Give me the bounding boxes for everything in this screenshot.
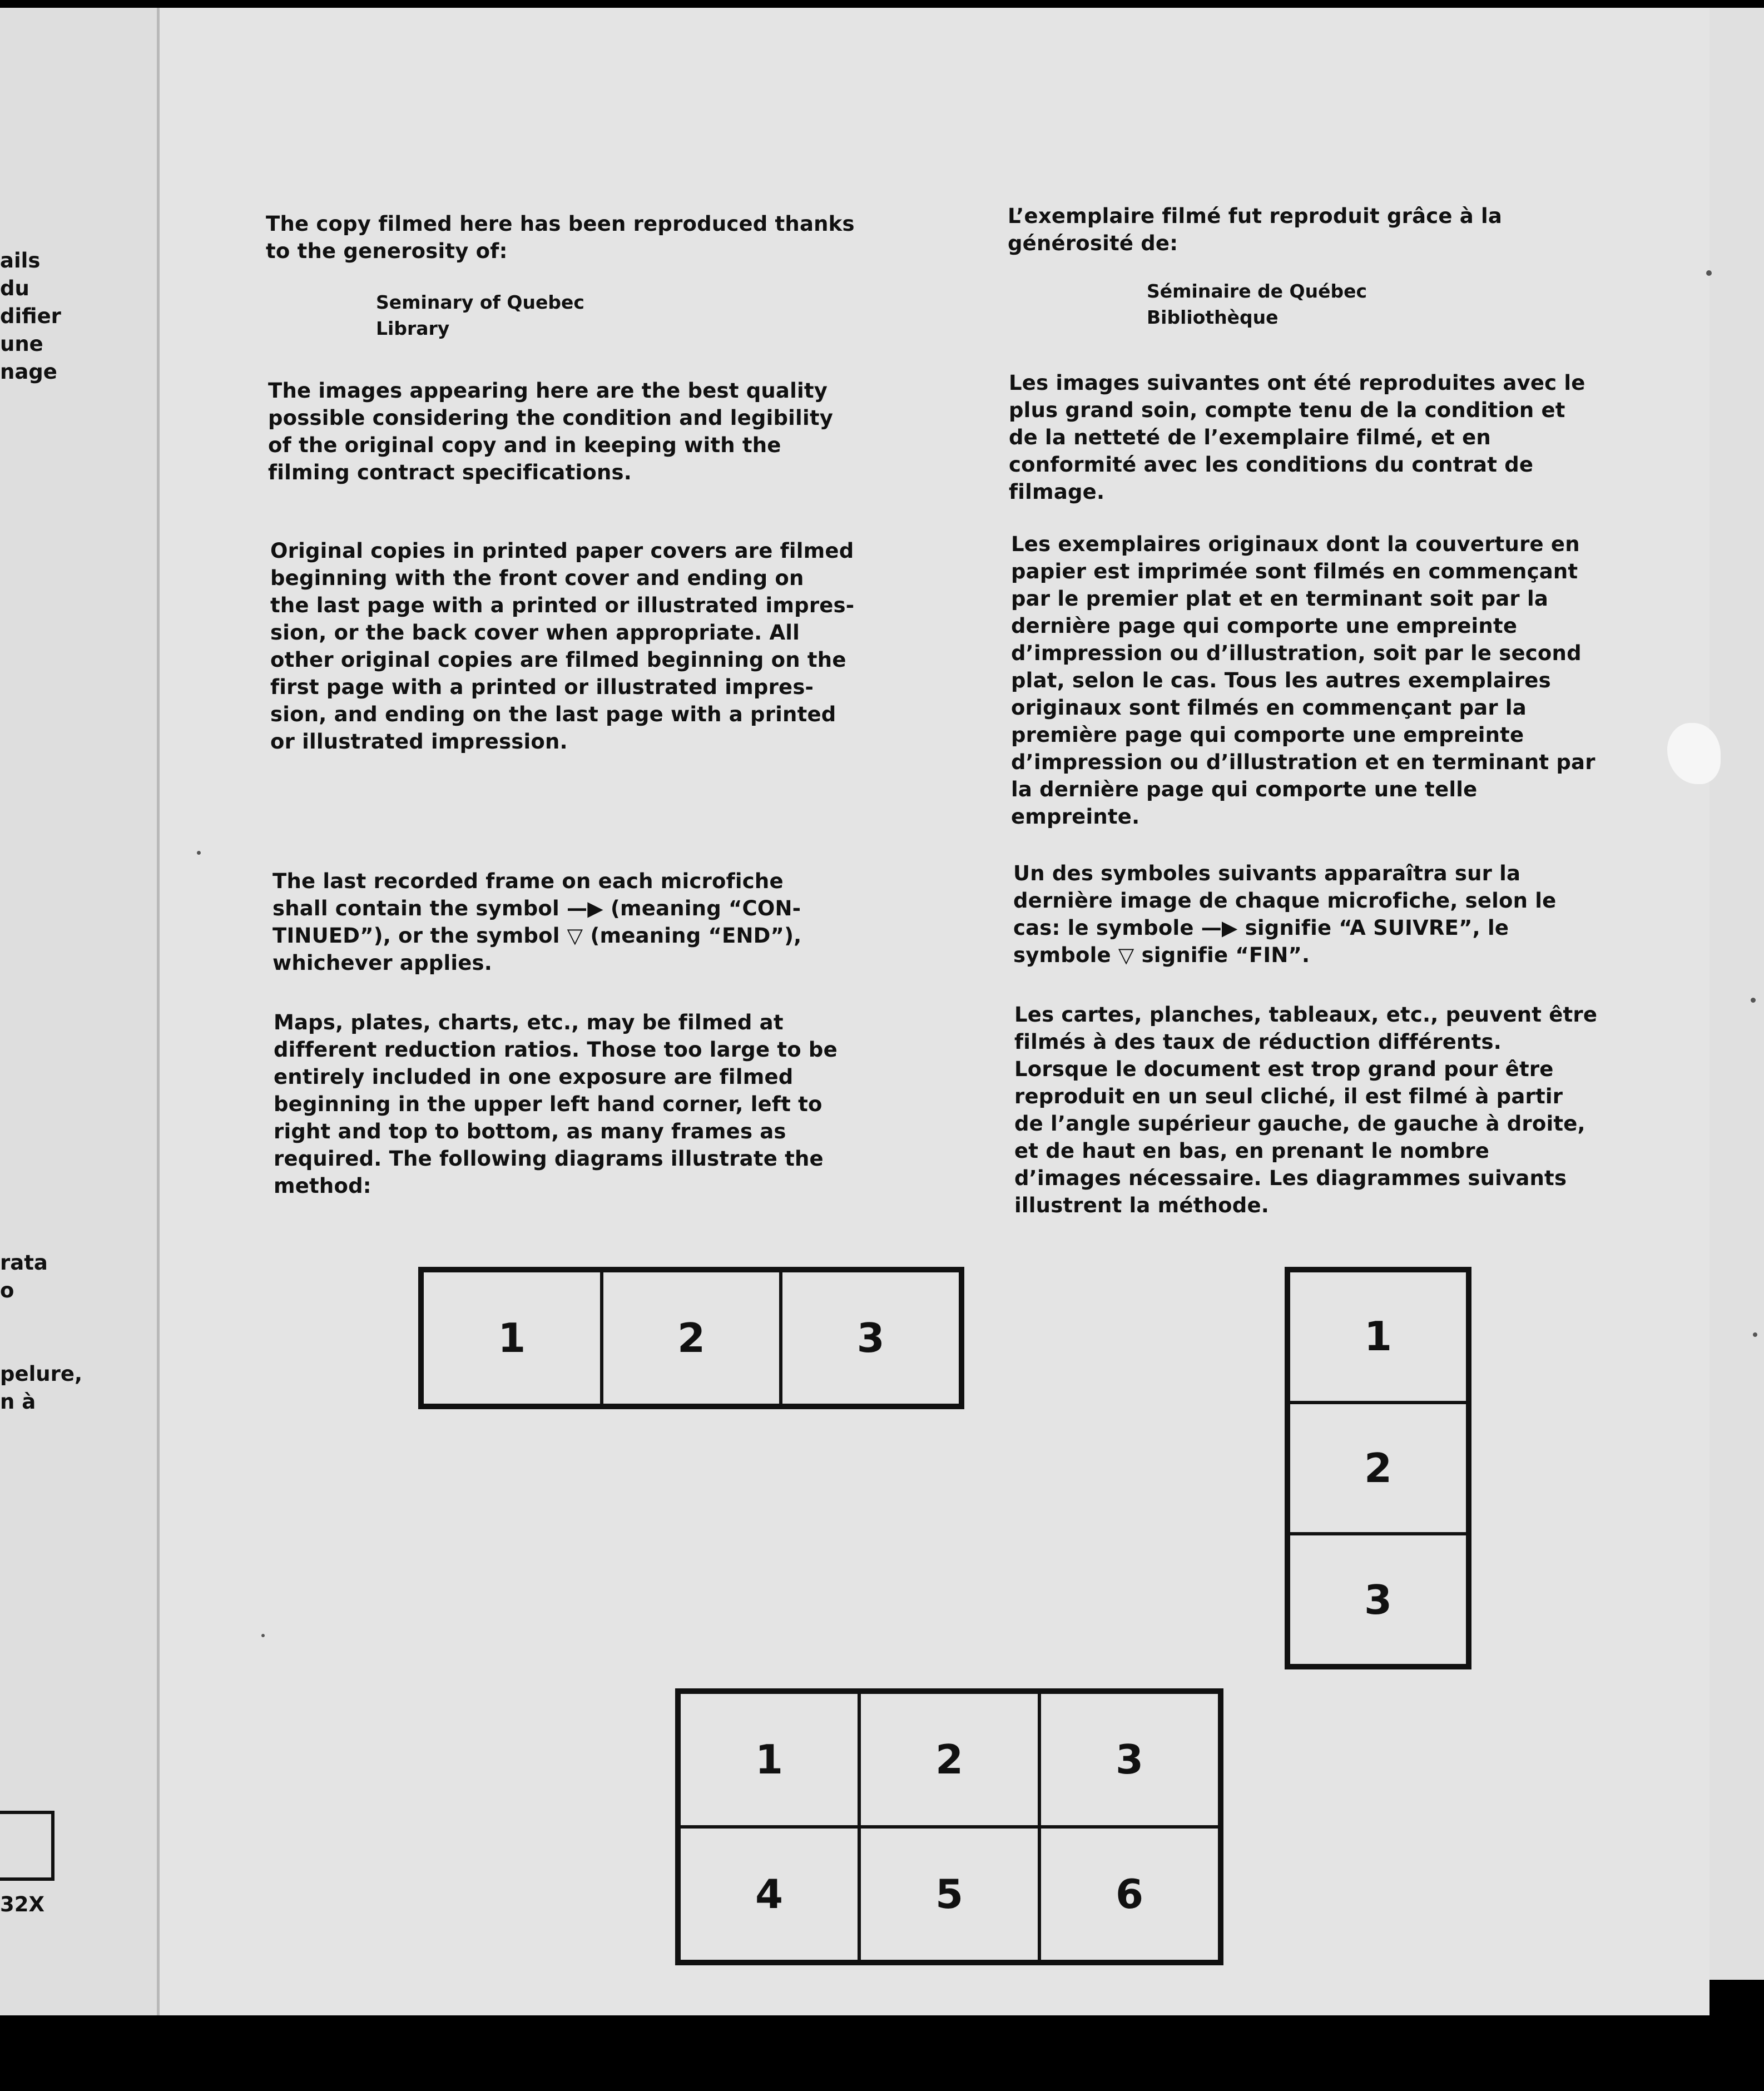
diagram-cell: 2 (602, 1271, 781, 1405)
previous-page-strip (0, 8, 157, 2015)
film-speck (261, 1634, 265, 1637)
diagram-cell: 5 (859, 1827, 1039, 1961)
film-speck (1753, 1332, 1757, 1337)
diagram-vertical (1285, 1267, 1471, 1669)
english-quality-paragraph: The images appearing here are the best quality possible considering the condition and legibility of the original copy and in keeping with the filming contract specifications. (268, 379, 834, 484)
diagram-cell: 3 (781, 1271, 960, 1405)
fragment-text: une (0, 332, 43, 356)
diagram-cell: 6 (1039, 1827, 1220, 1961)
fragment-text: nage (0, 360, 57, 384)
fragment-text: difier (0, 304, 61, 328)
diagram-cell: 1 (422, 1271, 602, 1405)
fragment-text: ails (0, 249, 41, 272)
fragment-text: pelure, (0, 1362, 82, 1386)
fragment-label: 32X (0, 1892, 45, 1916)
page-fold (157, 8, 160, 2015)
fragment-text: o (0, 1279, 14, 1302)
diagram-cell: 1 (679, 1692, 859, 1827)
fragment-text: rata (0, 1251, 48, 1275)
french-credit-intro: L’exemplaire filmé fut reproduit grâce à la générosité de: (1008, 204, 1503, 255)
right-page-edge (1710, 8, 1764, 1980)
french-symbols-paragraph: Un des symboles suivants apparaîtra sur la dernière image de chaque microfiche, selon le cas: le symbole —▶ signifie “A SUIVRE”, le symbole ▽ signifie “FIN”. (1013, 861, 1557, 967)
english-symbols-paragraph: The last recorded frame on each microfiche shall contain the symbol —▶ (meaning “CON- TINUED”), or the symbol ▽ (meaning “END”), whichever applies. (272, 869, 802, 975)
fragment-text: du (0, 276, 29, 300)
diagram-cell: 2 (1289, 1403, 1468, 1534)
film-speck (1751, 998, 1756, 1003)
english-maps-paragraph: Maps, plates, charts, etc., may be filmed at different reduction ratios. Those too large to be entirely included in one exposure are filmed beginning in the upper left hand corner, left to right and top to bottom, as many frames as required. The following diagrams illustrate the method: (274, 1010, 838, 1198)
french-institution: Séminaire de Québec Bibliothèque (1147, 280, 1367, 328)
diagram-cell: 4 (679, 1827, 859, 1961)
english-institution: Seminary of Quebec Library (376, 291, 584, 339)
diagram-grid (675, 1688, 1223, 1965)
french-maps-paragraph: Les cartes, planches, tableaux, etc., peuvent être filmés à des taux de réduction différents. Lorsque le document est trop grand pour être reproduit en un seul cliché, il est filmé à partir de l’angle supérieur gauche, de gauche à droite, et de haut en bas, en prenant le nombre d’images nécessaire. Les diagrammes suivants illustrent la méthode. (1014, 1003, 1598, 1217)
diagram-horizontal (418, 1267, 964, 1409)
diagram-cell: 3 (1039, 1692, 1220, 1827)
diagram-cell: 2 (859, 1692, 1039, 1827)
fragment-text: n à (0, 1390, 36, 1414)
diagram-cell: 3 (1289, 1534, 1468, 1666)
french-covers-paragraph: Les exemplaires originaux dont la couverture en papier est imprimée sont filmés en commençant par le premier plat et en terminant soit par la dernière page qui comporte une empreinte d’impression ou d’illustration, soit par le second plat, selon le cas. Tous les autres exemplaires originaux sont filmés en commençant par la première page qui comporte une empreinte d’impression ou d’illustration et en terminant par la dernière page qui comporte une telle empreinte. (1011, 532, 1595, 829)
english-credit-intro: The copy filmed here has been reproduced thanks to the generosity of: (266, 212, 855, 263)
english-covers-paragraph: Original copies in printed paper covers are filmed beginning with the front cover and ending on the last page with a printed or illustrated impres- sion, or the back cover when appropriate. All other original copies are filmed beginning on the first page with a printed or illustrated impres- sion, and ending on the last page with a printed or illustrated impression. (270, 539, 855, 754)
fragment-box (0, 1811, 54, 1881)
film-speck (197, 851, 201, 855)
film-speck (1706, 270, 1712, 276)
french-quality-paragraph: Les images suivantes ont été reproduites avec le plus grand soin, compte tenu de la condition et de la netteté de l’exemplaire filmé, et en conformité avec les conditions du contrat de filmage. (1009, 371, 1585, 504)
diagram-cell: 1 (1289, 1271, 1468, 1403)
